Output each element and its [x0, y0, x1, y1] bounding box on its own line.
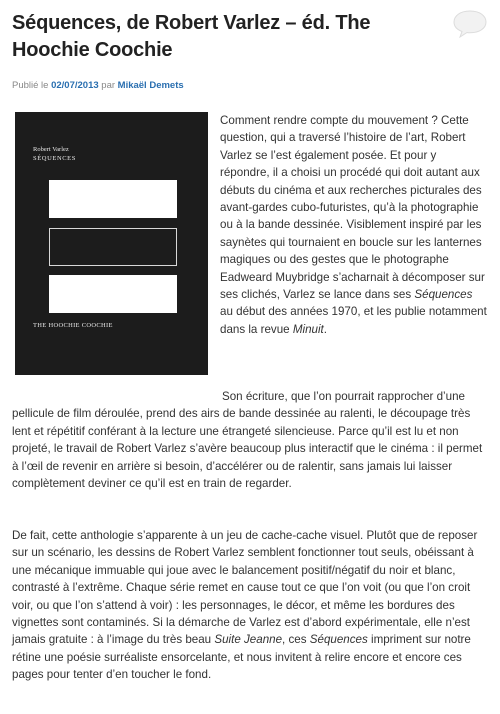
third-italic-sequences: Séquences: [309, 633, 368, 647]
third-text-c: impriment sur notre rétine une poésie surréaliste ensorcelante, et nous invitent à relire encore et encore ces pages pour tenter d’en toucher le fond.: [12, 633, 471, 682]
post-title[interactable]: Séquences, de Robert Varlez – éd. The Hoochie Coochie: [12, 12, 371, 61]
author-link[interactable]: Mikaël Demets: [117, 80, 184, 91]
third-text-a: De fait, cette anthologie s’apparente à un jeu de cache-cache visuel. Plutôt que de reposer sur un scénario, les dessins de Robert Varlez semblent fonctionner tout seuls, obéissant à une mécanique immuable qui joue avec le balancement positif/négatif du noir et blanc, contrasté à l’extrême. Chaque série remet en cause tout ce que l’on voit (ou que l’on croit voir, ou que l’on s’attend à voir) : les personnages, le décor, et même les bordures des vignettes sont contaminés. Si la démarche de Varlez est d’abord expérimentale, elle n’est jamais gratuite : à l’image du très beau: [12, 529, 478, 647]
meta-prefix: Publié le: [12, 80, 52, 91]
third-italic-suite-jeanne: Suite Jeanne: [214, 633, 283, 647]
paragraph-third: [12, 527, 488, 684]
intro-text-b: au début des années 1970, et les publie notamment dans la revue: [220, 305, 487, 336]
second-text: Son écriture, que l’on pourrait rapprocher d’une pellicule de film déroulée, prend des airs de bande dessinée au ralenti, le découpage très lent et répétitif conférant à la lecture une étrangeté silencieuse. Parce qu’il est lu et non projeté, le travail de Robert Varlez s’avère beaucoup plus interactif que le cinéma : il permet à l’œil de revenir en arrière si besoin, d’accélérer ou de ralentir, sans jamais lui laisser complètement deviner ce qu’il est en train de regarder.: [12, 390, 483, 491]
cover-publisher: THE HOOCHIE COOCHIE: [33, 322, 113, 329]
paragraph-second: [12, 388, 488, 492]
intro-text-a: Comment rendre compte du mouvement ? Cette question, qui a traversé l’histoire de l’art, Robert Varlez se l’est également posée. Et pour y répondre, il a choisi un procédé qui doit autant aux débuts du cinéma et aux recherches picturales des avant-gardes cubo-futuristes, qu’à la photographie ou à la bande dessinée. Visiblement inspiré par les saynètes qui tournaient en boucle sur les lanternes magiques ou des gestes que le photographe Eadweard Muybridge s’acharnait à décomposer sur ses clichés, Varlez se lance dans ses: [220, 114, 485, 302]
cover-panel-white-bottom: [49, 275, 177, 313]
intro-text-c: .: [323, 322, 328, 336]
meta-by: par: [98, 80, 118, 91]
post-meta: [12, 80, 184, 91]
book-cover-image: [15, 112, 208, 375]
speech-bubble-icon[interactable]: [452, 8, 488, 38]
paragraph-intro: [220, 112, 488, 338]
intro-italic-minuit: Minuit: [292, 322, 324, 336]
third-text-b: , ces: [282, 633, 310, 647]
intro-italic-sequences: Séquences: [414, 288, 473, 302]
cover-author: Robert Varlez: [33, 146, 69, 153]
cover-panel-white-top: [49, 180, 177, 218]
cover-panel-outlined: [49, 228, 177, 266]
post-date-link[interactable]: 02/07/2013: [51, 80, 99, 91]
cover-title: SÉQUENCES: [33, 155, 76, 162]
